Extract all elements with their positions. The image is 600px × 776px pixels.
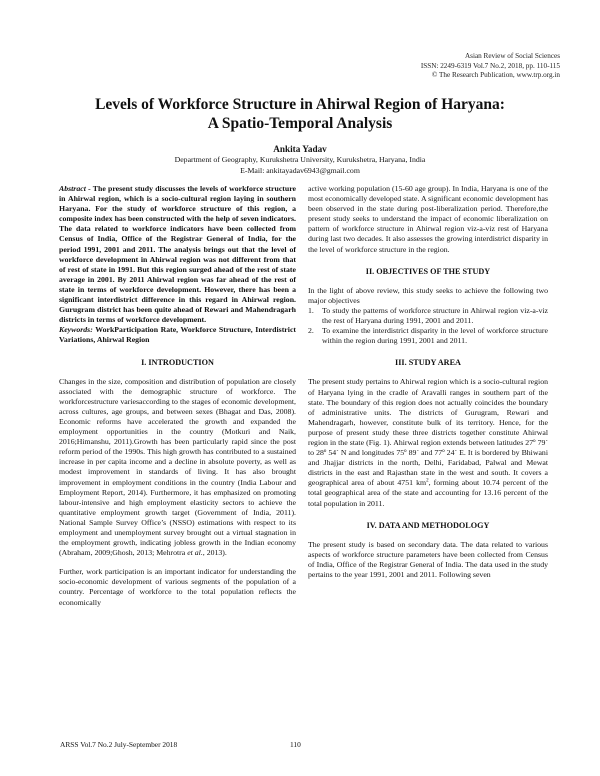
objective-number-2: 2. xyxy=(308,326,314,336)
publisher-line: © The Research Publication, www.trp.org.in xyxy=(431,71,560,80)
section-heading-study-area: III. STUDY AREA xyxy=(395,358,461,368)
study-area-text-b: , forming about 10.74 percent of the total geographical area of the state and accounting for 13.16 percent of the total population in 2011. xyxy=(308,478,548,508)
paper-title xyxy=(60,95,540,133)
right-column xyxy=(308,184,548,580)
objective-number-1: 1. xyxy=(308,305,314,315)
intro-paragraph-2: Further, work participation is an important indicator for understanding the socio-economic development of various segments of the population of a country. Percentage of workforce to the total population reflects the economically xyxy=(59,567,296,607)
abstract-text: The present study discusses the levels of workforce structure in Ahirwal region, which is a socio-cultural region laying in southern Haryana. For the study of workforce structure of this region, a composite index has been constructed with the help of seven indicators. The data related to workforce indicators have been collected from Census of India, Office of the Registrar General of India, for the period 1991, 2001 and 2011. The analysis brings out that the level of workforce development in Ahirwal region was not different from that of rest of state in 1991. But this region surged ahead of the rest of state average in 2001. By 2011 Ahirwal region was far ahead of the rest of state in terms of workforce development. However, there has been a significant interdistrict difference in this regard in Ahirwal region. Gurugram district has been quite ahead of Rewari and Mahendragarh districts in terms of workforce development. xyxy=(59,184,296,325)
issn-line: ISSN: 2249-6319 Vol.7 No.2, 2018, pp. 110-115 xyxy=(420,61,560,70)
objective-text-1: To study the patterns of workforce structure in Ahirwal region viz-a-viz the rest of Haryana during 1991, 2001 and 2011. xyxy=(322,305,548,326)
intro-p1-etal: et al. xyxy=(187,548,203,558)
keywords-label: Keywords: xyxy=(59,325,93,335)
title-line-1: Levels of Workforce Structure in Ahirwal Region of Haryana: xyxy=(95,96,505,113)
intro-paragraph-3: active working population (15-60 age group). In India, Haryana is one of the most economically developed state. A significant economic development has been observed in the state during post-liberalization period. Therefore,the present study seeks to understand the impact of economic liberalization on pattern of workforce structure in Ahirwal region viz-a-viz rest of Haryana during last two decades. It also assesses the growing interdistrict disparity in the level of workforce structure in the region. xyxy=(308,184,548,254)
footer-issue: ARSS Vol.7 No.2 July-September 2018 xyxy=(60,740,178,749)
page-number: 110 xyxy=(290,740,301,749)
left-column xyxy=(59,184,296,608)
section-heading-introduction: I. INTRODUCTION xyxy=(141,357,214,367)
objectives-intro: In the light of above review, this study seeks to achieve the following two major objectives xyxy=(308,285,548,305)
title-line-2: A Spatio-Temporal Analysis xyxy=(207,115,393,132)
objectives-list xyxy=(308,306,548,346)
intro-p1-end: , 2013). xyxy=(202,548,227,558)
study-area-sup: 2 xyxy=(426,478,429,484)
section-heading-data-methodology: IV. DATA AND METHODOLOGY xyxy=(366,520,490,530)
journal-name: Asian Review of Social Sciences xyxy=(464,52,560,60)
study-area-text-a: The present study pertains to Ahirwal region which is a socio-cultural region of Haryana lying in the cradle of Aravalli ranges in southern part of the state. The boundary of this region does not actually coincides the boundary of administrative units. The districts of Gurugram, Rewari and Mahendragarh, however, constitute bulk of its territory. Hence, for the purpose of present study these three districts together constitute Ahirwal region in the state (Fig. 1). Ahirwal region extends between latitudes 27º 79´ to 28º 54´ N and longitudes 75º 89´ and 77º 24´ E. It is bordered by Bhiwani and Jhajjar districts in the north, Delhi, Faridabad, Palwal and Mewat districts in the east and Rajasthan state in the west and south. It covers a geographical area of about 4751 km xyxy=(308,377,548,488)
journal-header xyxy=(421,52,560,81)
abstract-label: Abstract - xyxy=(59,184,91,193)
intro-p1-text: Changes in the size, composition and distribution of population are closely associated with the demographic structure of workforce. The workforcestructure variesaccording to the stages of economic development, across cultures, age groups, and between sexes (Bhagat and Das, 2008). Economic reforms have accelerated the growth and expanded the employment opportunities in the country (Motkuri and Naik, 2016;Himanshu, 2011).Growth has been particularly rapid since the post reform period of the 1990s. This high growth has contributed to a sustained increase in per capita income and a decline in absolute poverty, as well as modest improvement in standards of living. It has also brought improvement in employment conditions in the country (India Labour and Employment Report, 2014). Furthermore, it has emphasized on promoting labour-intensive and high employment elasticity sectors to achieve the quantitative employment growth target (Government of India, 2011). National Sample Survey Office’s (NSSO) estimations with respect to its employment and unemployment survey brought out a virtual stagnation in the employment growth, indicating jobless growth in the Indian economy (Abraham, 2009;Ghosh, 2013; Mehrotra xyxy=(59,376,296,558)
affiliation-text: Department of Geography, Kurukshetra University, Kurukshetra, Haryana, India xyxy=(174,155,426,164)
author-name: Ankita Yadav xyxy=(273,144,327,154)
intro-paragraph-1 xyxy=(59,377,296,559)
abstract xyxy=(59,184,296,325)
study-area-paragraph xyxy=(308,377,548,508)
objective-text-2: To examine the interdistrict disparity in the level of workforce structure within the region during 1991, 2001 and 2011. xyxy=(322,326,548,346)
keywords-text: WorkParticipation Rate, Workforce Structure, Interdistrict Variations, Ahirwal Region xyxy=(59,325,296,345)
author-affiliation xyxy=(0,155,600,176)
objective-item-2 xyxy=(308,326,548,346)
section-heading-objectives: II. OBJECTIVES OF THE STUDY xyxy=(365,266,491,276)
objective-item-1 xyxy=(308,306,548,326)
author-email[interactable]: E-Mail: ankitayadav6943@gmail.com xyxy=(240,165,360,175)
keywords xyxy=(59,325,296,345)
data-methodology-paragraph: The present study is based on secondary data. The data related to various aspects of workforce structure parameters have been collected from Census of India, Office of the Registrar General of India. The data used in the study pertains to the year 1991, 2001 and 2011. Following seven xyxy=(308,539,548,579)
